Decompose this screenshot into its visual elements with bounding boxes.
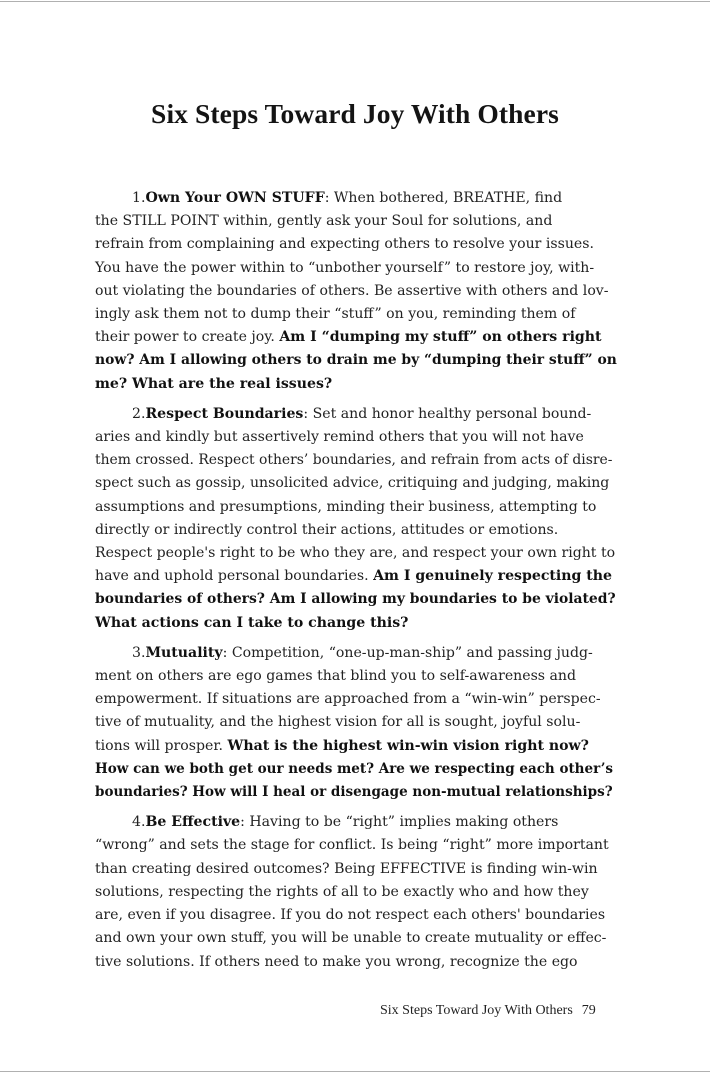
text-line [95,565,615,588]
top-rule [0,1,710,2]
step-text: tive of mutuality, and the highest vision for all is sought, joyful solu- [95,714,581,731]
text-line [95,951,615,974]
text-line [95,781,615,804]
text-line [95,642,615,665]
running-title: Six Steps Toward Joy With Others [380,1003,573,1018]
text-line [95,280,615,303]
step-text: empowerment. If situations are approached from a “win-win” perspec- [95,691,601,708]
step-text: tive solutions. If others need to make you wrong, recognize the ego [95,953,578,970]
step-paragraph [95,811,615,973]
bottom-rule [0,1071,710,1072]
step-paragraph [95,403,615,635]
step-text: assumptions and presumptions, minding their business, attempting to [95,498,597,515]
text-line [95,735,615,758]
step-number: 3. [132,644,146,661]
reflection-question: What is the highest win-win vision right now? [227,737,589,754]
text-line [95,927,615,950]
text-line [95,326,615,349]
body-text [95,187,615,981]
text-line [95,588,615,611]
text-line [95,542,615,565]
text-line [95,858,615,881]
text-line [95,303,615,326]
reflection-question: Am I genuinely respecting the [373,568,612,585]
step-paragraph [95,187,615,396]
step-text: You have the power within to “unbother yourself” to restore joy, with- [95,259,595,276]
step-text: have and uphold personal boundaries. [95,568,374,585]
step-text: solutions, respecting the rights of all to be exactly who and how they [95,883,589,900]
text-line [95,349,615,372]
reflection-question: What actions can I take to change this? [95,614,409,631]
text-line [95,210,615,233]
text-line [95,472,615,495]
step-heading: Be Effective [145,814,241,831]
text-line [95,688,615,711]
page-title: Six Steps Toward Joy With Others [151,98,559,129]
text-line [95,449,615,472]
text-line [95,187,615,210]
step-paragraph [95,642,615,804]
step-text: “wrong” and sets the stage for conflict. Is being “right” more important [95,837,609,854]
text-line [95,758,615,781]
reflection-question: How can we both get our needs met? Are we respecting each other’s [95,760,613,777]
text-line [95,881,615,904]
step-text: Respect people's right to be who they are, and respect your own right to [95,545,616,562]
text-line [95,496,615,519]
step-heading: Own Your OWN STUFF [145,190,325,206]
step-text: aries and kindly but assertively remind others that you will not have [95,429,584,446]
step-text: and own your own stuff, you will be unable to create mutuality or effec- [95,930,607,947]
step-heading: Respect Boundaries [145,405,304,422]
text-line [95,426,615,449]
page-footer [380,1003,620,1019]
step-text: them crossed. Respect others’ boundaries, and refrain from acts of disre- [95,452,613,469]
step-text: : Having to be “right” implies making others [240,814,559,831]
step-heading: Mutuality [145,644,223,661]
step-text: : When bothered, BREATHE, find [324,190,563,206]
step-text: are, even if you disagree. If you do not respect each others' boundaries [95,907,606,924]
step-text: the STILL POINT within, gently ask your Soul for solutions, and [95,213,553,230]
reflection-question: me? What are the real issues? [95,375,333,392]
text-line [95,811,615,834]
text-line [95,373,615,396]
step-text: : Competition, “one-up-man-ship” and passing judg- [222,644,593,661]
text-line [95,403,615,426]
step-text: ingly ask them not to dump their “stuff” on you, reminding them of [95,306,576,323]
step-text: : Set and honor healthy personal bound- [303,405,592,422]
step-number: 2. [132,405,146,422]
step-number: 1. [132,190,146,206]
text-line [95,519,615,542]
reflection-question: boundaries? How will I heal or disengage non-mutual relationships? [95,784,613,801]
step-text: than creating desired outcomes? Being EFFECTIVE is finding win-win [95,860,598,877]
step-number: 4. [132,814,146,831]
text-line [95,904,615,927]
page-number: 79 [581,1003,596,1018]
text-line [95,233,615,256]
text-line [95,257,615,280]
step-text: spect such as gossip, unsolicited advice, critiquing and judging, making [95,475,610,492]
step-text: out violating the boundaries of others. Be assertive with others and lov- [95,282,609,299]
step-text: directly or indirectly control their actions, attitudes or emotions. [95,521,559,538]
text-line [95,612,615,635]
step-text: tions will prosper. [95,737,228,754]
text-line [95,834,615,857]
step-text: refrain from complaining and expecting others to resolve your issues. [95,236,594,253]
reflection-question: now? Am I allowing others to drain me by “dumping their stuff” on [95,352,617,369]
reflection-question: boundaries of others? Am I allowing my boundaries to be violated? [95,591,616,608]
text-line [95,711,615,734]
text-line [95,665,615,688]
reflection-question: Am I “dumping my stuff” on others right [279,329,602,346]
step-text: ment on others are ego games that blind you to self-awareness and [95,668,577,685]
step-text: their power to create joy. [95,329,280,346]
